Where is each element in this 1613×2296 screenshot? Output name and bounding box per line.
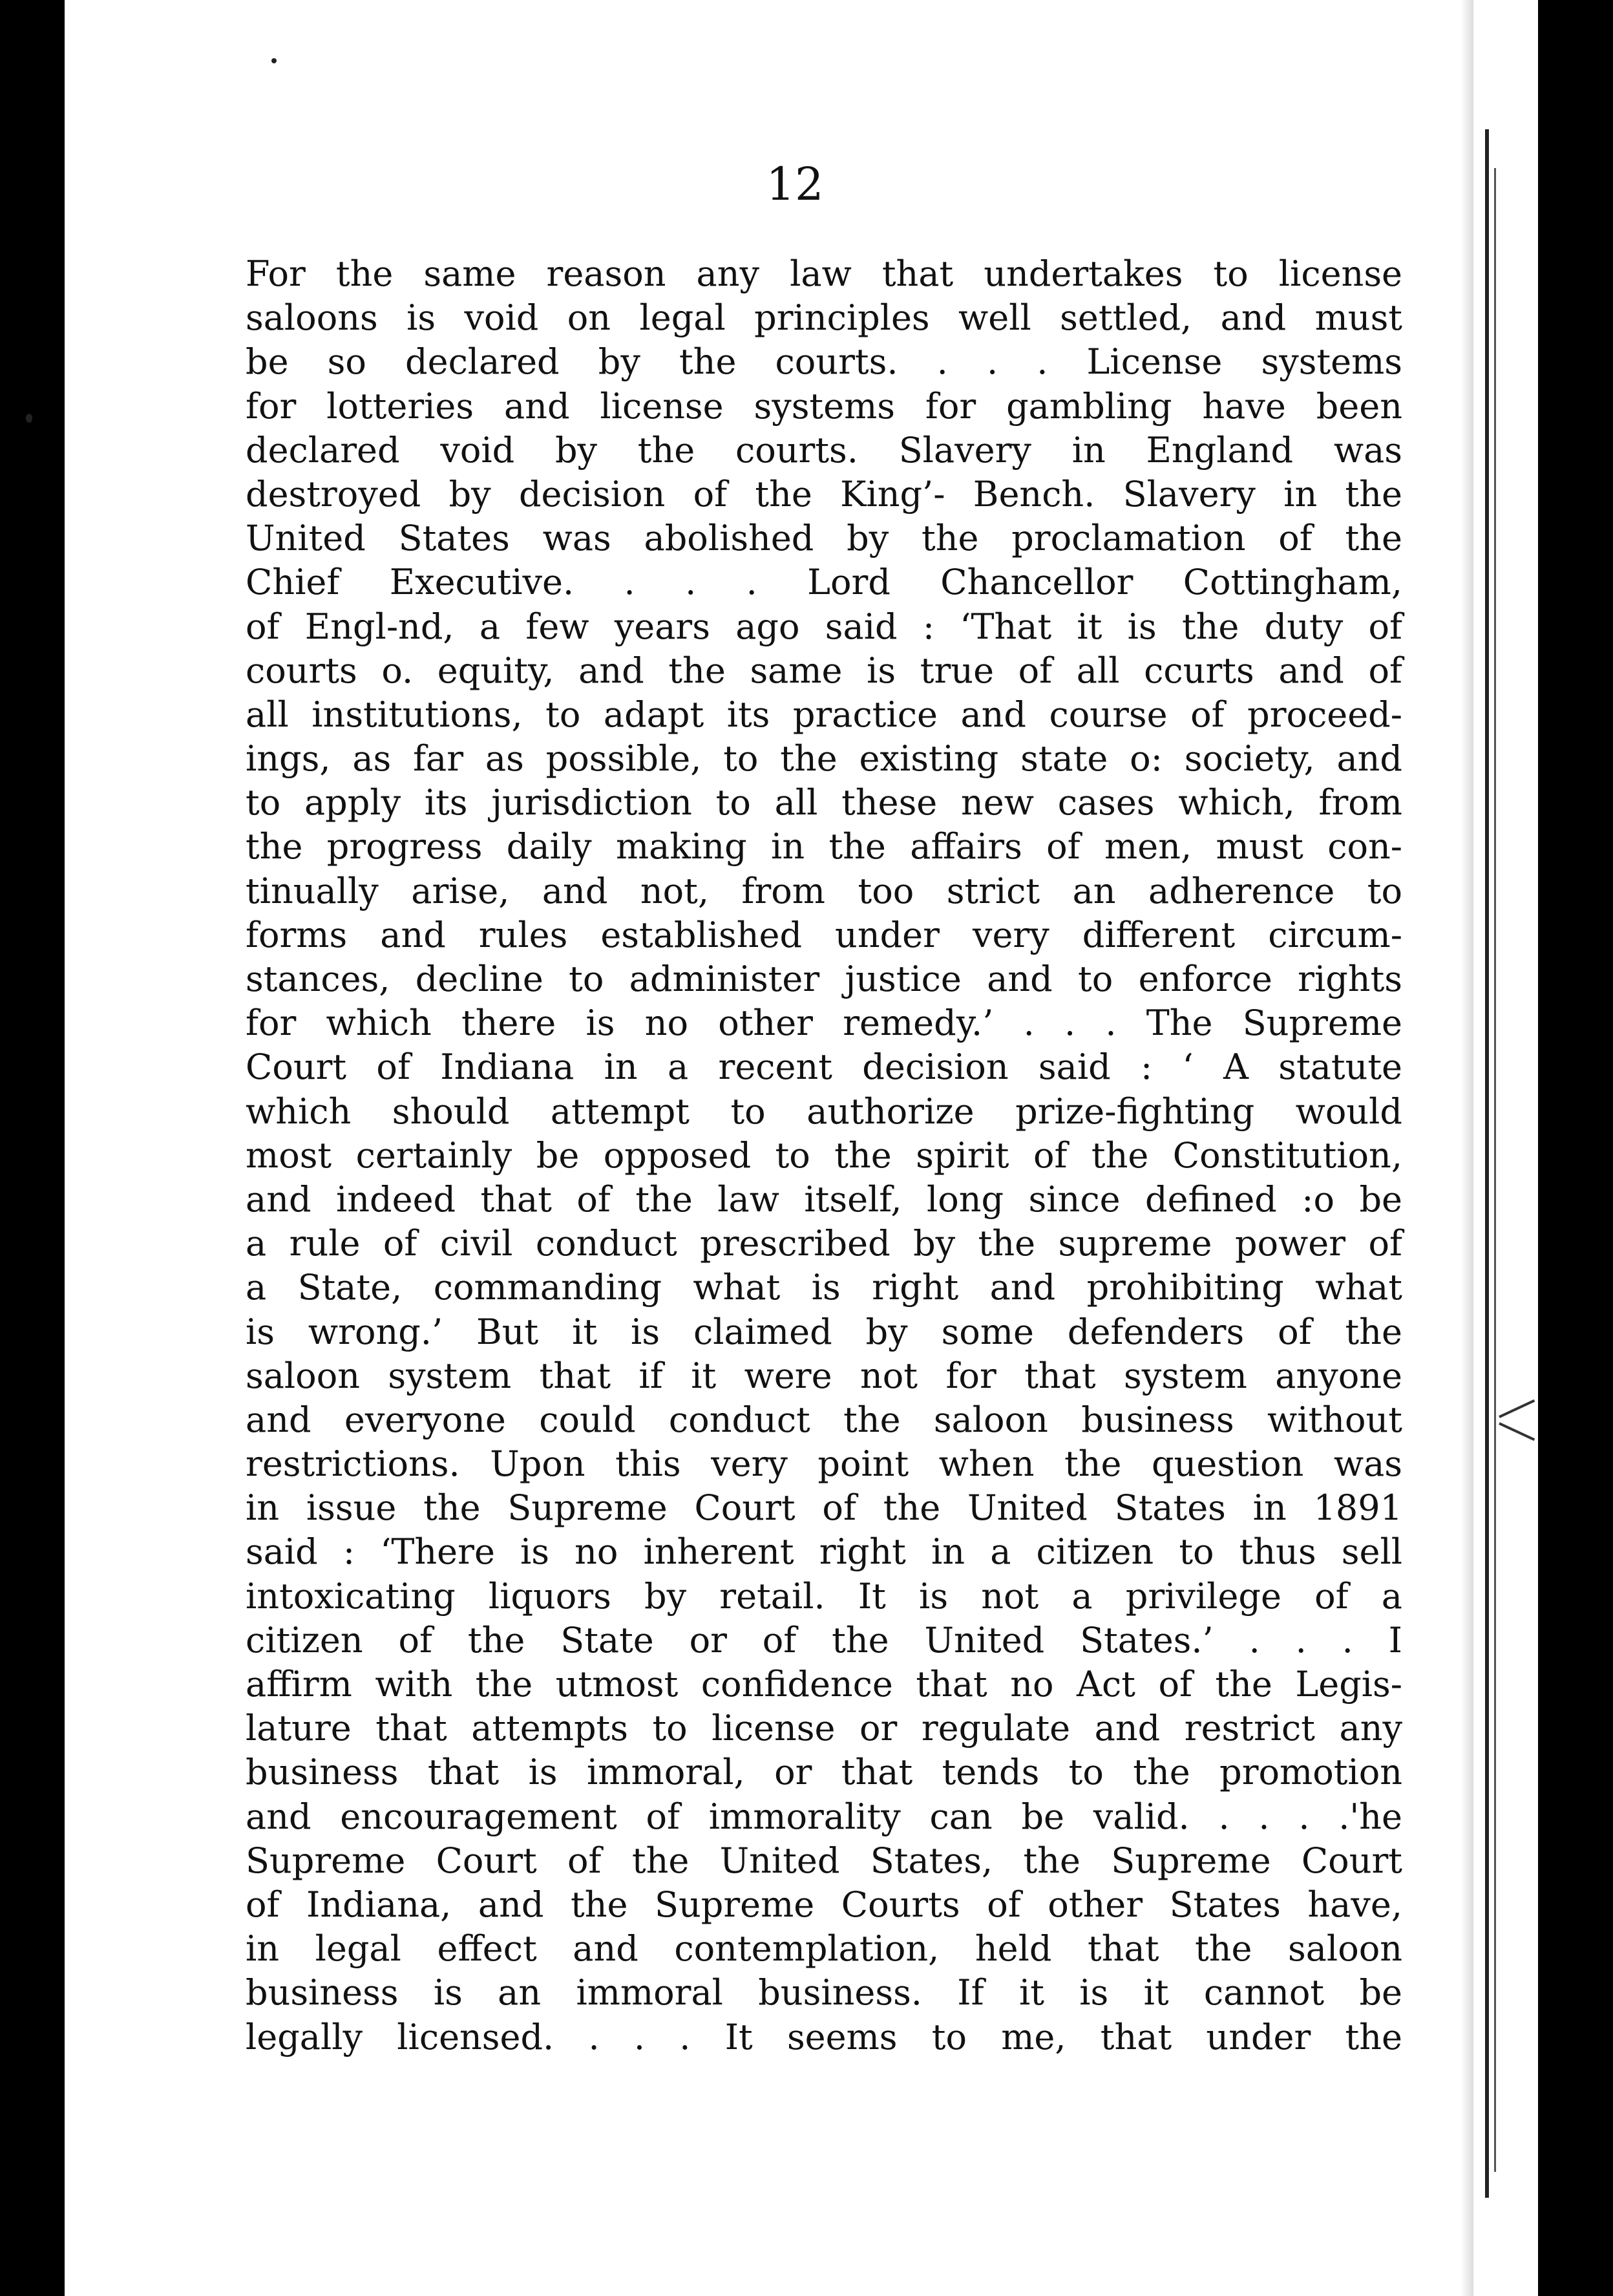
text-line: restrictions. Upon this very point when the question was [246, 1443, 1402, 1485]
text-line: for which there is no other remedy.’ . . . The Supreme [246, 1003, 1402, 1044]
text-line: stances, decline to administer justice and to enforce rights [246, 959, 1402, 999]
text-line: the progress daily making in the affairs of men, must con- [246, 826, 1402, 867]
text-line: to apply its jurisdiction to all these new cases which, from [246, 782, 1402, 824]
text-line: Supreme Court of the United States, the Supreme Court [246, 1840, 1402, 1881]
scan-left-border [0, 0, 65, 2296]
scan-right-border [1538, 0, 1613, 2296]
text-line: said : ‘There is no inherent right in a citizen to thus sell [246, 1531, 1402, 1573]
text-line: and encouragement of immorality can be valid. . . . .'he [246, 1796, 1402, 1837]
text-line: forms and rules established under very different circum- [246, 914, 1402, 955]
text-line: of Engl-nd, a few years ago said : ‘That it is the duty of [246, 606, 1402, 647]
text-line: business that is immoral, or that tends to the promotion [246, 1752, 1402, 1793]
ink-speck [271, 58, 277, 63]
text-line: a rule of civil conduct prescribed by the supreme power of [246, 1223, 1402, 1264]
text-line: saloons is void on legal principles well settled, and must [246, 297, 1402, 339]
body-text [246, 252, 1402, 2059]
binding-stitch [1485, 129, 1489, 2198]
text-line: in issue the Supreme Court of the United States in 1891 [246, 1487, 1402, 1529]
text-line: for lotteries and license systems for gambling have been [246, 385, 1402, 427]
document-page [65, 0, 1525, 2296]
text-line: most certainly be opposed to the spirit of the Constitution, [246, 1134, 1402, 1176]
text-line: and indeed that of the law itself, long since defined :o be [246, 1178, 1402, 1220]
text-line: of Indiana, and the Supreme Courts of other States have, [246, 1884, 1402, 1925]
text-line: all institutions, to adapt its practice and course of proceed- [246, 694, 1402, 735]
text-line: legally licensed. . . . It seems to me, that under the [246, 2016, 1402, 2057]
text-line: be so declared by the courts. . . . License systems [246, 341, 1402, 383]
text-line: ings, as far as possible, to the existing state o: society, and [246, 738, 1402, 780]
adjacent-page-edge [1473, 0, 1538, 2296]
binding-shadow [1460, 0, 1473, 2296]
text-line: For the same reason any law that undertakes to license [246, 253, 1402, 294]
text-line: affirm with the utmost confidence that no Act of the Legis- [246, 1664, 1402, 1705]
text-line: saloon system that if it were not for that system anyone [246, 1355, 1402, 1396]
text-line: intoxicating liquors by retail. It is not a privilege of a [246, 1575, 1402, 1617]
text-line: lature that attempts to license or regulate and restrict any [246, 1708, 1402, 1749]
text-line: in legal effect and contemplation, held that the saloon [246, 1928, 1402, 1970]
text-line: courts o. equity, and the same is true of all ccurts and of [246, 650, 1402, 691]
text-line: which should attempt to authorize prize-fighting would [246, 1090, 1402, 1132]
text-line: United States was abolished by the proclamation of the [246, 518, 1402, 559]
ink-speck [26, 414, 32, 423]
page-number: 12 [766, 158, 824, 211]
text-line: business is an immoral business. If it is it cannot be [246, 1972, 1402, 2014]
text-line: destroyed by decision of the King’- Bench. Slavery in the [246, 473, 1402, 515]
text-line: Court of Indiana in a recent decision said : ‘ A statute [246, 1047, 1402, 1088]
text-line: and everyone could conduct the saloon business without [246, 1399, 1402, 1440]
text-line: tinually arise, and not, from too strict an adherence to [246, 870, 1402, 911]
text-line: declared void by the courts. Slavery in England was [246, 429, 1402, 471]
text-line: is wrong.’ But it is claimed by some defenders of the [246, 1311, 1402, 1352]
text-line: citizen of the State or of the United States.’ . . . I [246, 1619, 1402, 1661]
text-line: a State, commanding what is right and prohibiting what [246, 1267, 1402, 1308]
text-line: Chief Executive. . . . Lord Chancellor Cottingham, [246, 562, 1402, 603]
binding-stitch-secondary [1494, 168, 1496, 2172]
